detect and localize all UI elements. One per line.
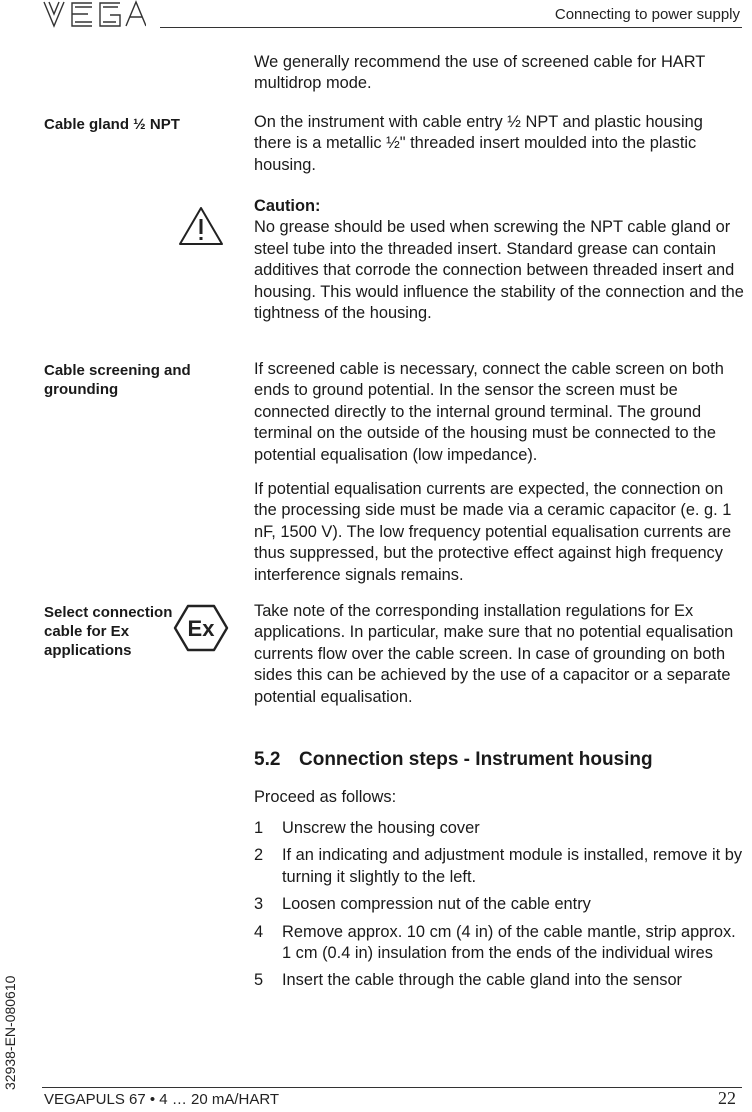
footer-rule [42, 1087, 742, 1088]
section-heading [254, 749, 653, 771]
ex-label: Select connection cable for Ex applications [44, 604, 173, 659]
steps-list [254, 818, 744, 998]
footer-product: VEGAPULS 67 • 4 … 20 mA/HART [44, 1091, 280, 1108]
list-item: 1 Unscrew the housing cover [254, 819, 480, 837]
screening-paragraph-1: If screened cable is necessary, connect the cable screen on both ends to ground potential. In the sensor the screen must be connected directly to the internal ground terminal. The ground terminal on the outside of the housing must be connected to the potential equalisation (low impedance). [254, 360, 724, 464]
section-number: 5.2 [254, 749, 281, 770]
screening-paragraph-2: If potential equalisation currents are expected, the connection on the processing side must be made via a ceramic capacitor (e. g. 1 nF, 1500 V). The low frequency potential equalisation currents are thus suppressed, but the protective effect against high frequency interference signals remains. [254, 480, 732, 584]
section-title: Connection steps - Instrument housing [299, 749, 653, 770]
intro-paragraph: We generally recommend the use of screened cable for HART multidrop mode. [254, 53, 705, 93]
list-item: 3 Loosen compression nut of the cable entry [254, 895, 591, 914]
list-item: 5 Insert the cable through the cable gland into the sensor [254, 971, 683, 990]
page-number: 22 [718, 1088, 736, 1108]
header-title: Connecting to power supply [554, 6, 740, 23]
logo-text: VEGA [42, 0, 45, 1]
ex-icon-text: Ex [187, 616, 215, 641]
ex-paragraph: Take note of the corresponding installation regulations for Ex applications. In particular, make sure that no potential equalisation currents flow over the cable screen. In case of grounding on both sides this can be achieved by the use of a capacitor or a separate potential equalisation. [254, 602, 734, 706]
cable-gland-label: Cable gland ½ NPT [44, 116, 180, 133]
cable-gland-paragraph: On the instrument with cable entry ½ NPT and plastic housing there is a metallic ½" threaded insert moulded into the plastic housing. [254, 113, 703, 174]
caution-text: No grease should be used when screwing the NPT cable gland or steel tube into the threaded insert. Standard grease can contain additives that corrode the connection between threaded insert and housing. This would influence the stability of the connection and the tightness of the housing. [254, 218, 744, 323]
caution-title: Caution: [254, 197, 321, 215]
warning-triangle-icon [178, 205, 224, 247]
header-rule [160, 27, 742, 28]
list-item: 4 Remove approx. 10 cm (4 in) of the cable mantle, strip approx. 1 cm (0.4 in) insulation from the ends of the individual wires [254, 922, 736, 963]
screening-label: Cable screening and grounding [44, 362, 191, 398]
ex-hexagon-icon [173, 603, 229, 653]
caution-block [254, 196, 744, 324]
document-code: 32938-EN-080610 [2, 975, 18, 1090]
vega-logo [42, 0, 146, 30]
list-item: 2 If an indicating and adjustment module is installed, remove it by turning it slightly to the left. [254, 846, 743, 886]
section-intro: Proceed as follows: [254, 788, 397, 806]
